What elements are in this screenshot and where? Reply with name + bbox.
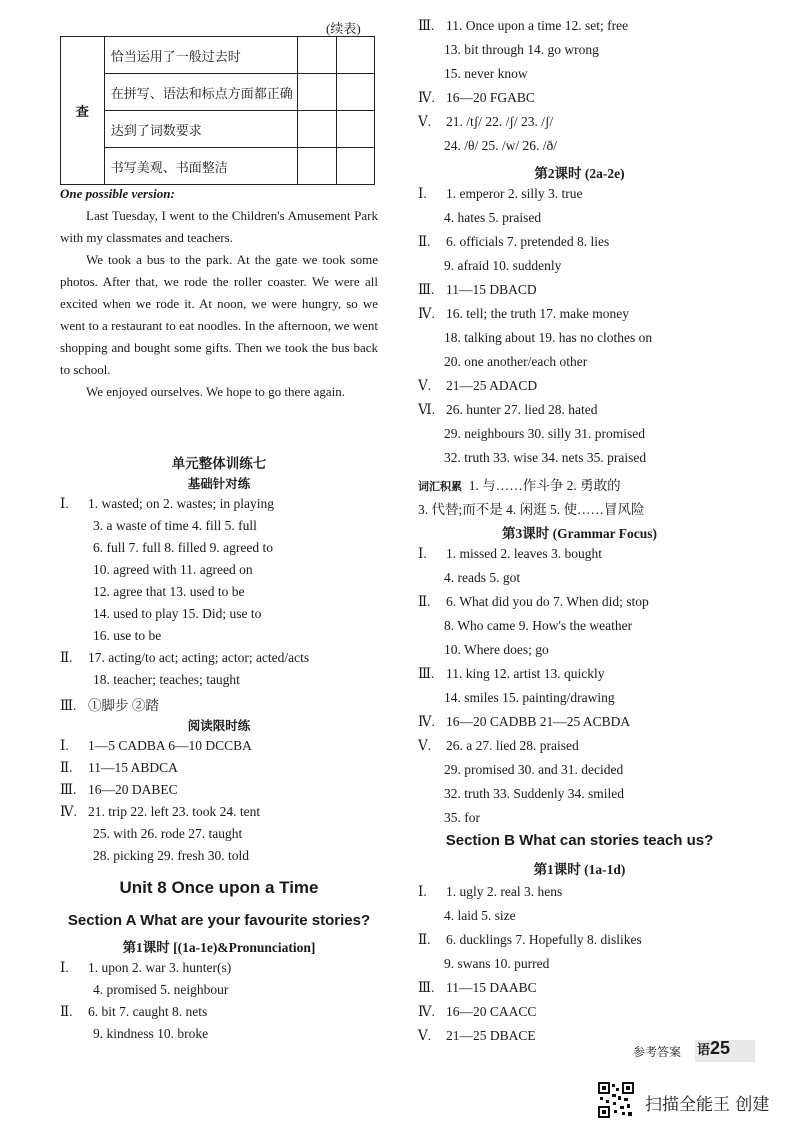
lesson-3-title: 第3课时 (Grammar Focus) <box>502 526 657 541</box>
answer-line: Ⅲ. 11. Once upon a time 12. set; free <box>418 18 629 33</box>
answer-line: 8. Who came 9. How's the weather <box>444 618 633 633</box>
answer-line: Ⅰ. 1. ugly 2. real 3. hens <box>418 884 563 899</box>
answer-line: Ⅰ. 1. wasted; on 2. wastes; in playing <box>60 496 274 511</box>
answer-line: Ⅲ. 11—15 DBACD <box>418 282 537 297</box>
check-box-cell <box>298 37 336 74</box>
section-b-title: Section B What can stories teach us? <box>445 832 714 849</box>
answer-line: Ⅲ. 11—15 DAABC <box>418 980 537 995</box>
answer-line: 18. talking about 19. has no clothes on <box>444 330 653 345</box>
answer-line: Ⅱ. 6. bit 7. caught 8. nets <box>60 1004 208 1019</box>
answer-line: 12. agree that 13. used to be <box>93 584 245 599</box>
version-label: One possible version: <box>60 186 175 201</box>
answer-line: 29. neighbours 30. silly 31. promised <box>444 426 645 441</box>
answer-line: 6. full 7. full 8. filled 9. agreed to <box>93 540 273 555</box>
essay-paragraph: We took a bus to the park. At the gate we took some photos. After that, we rode the roller coaster. We were all excited when we rode it. At noon, we were hungry, so we went to a restaurant to eat noodles. In the afternoon, we went shopping and bought some gifts. Then we took the bus back to school. <box>60 252 378 377</box>
unit7-sub-basic: 基础针对练 <box>187 477 251 491</box>
answer-line: 10. agreed with 11. agreed on <box>93 562 253 577</box>
answer-line: Ⅲ. ①脚步 ②踏 <box>60 698 159 713</box>
answer-line: 32. truth 33. wise 34. nets 35. praised <box>444 450 647 465</box>
essay <box>60 205 378 403</box>
answer-line: Ⅱ. 6. ducklings 7. Hopefully 8. dislikes <box>418 932 642 947</box>
lesson-2-title: 第2课时 (2a-2e) <box>534 166 625 181</box>
answer-line: Ⅳ. 16—20 FGABC <box>418 90 535 105</box>
criterion-cell: 在拼写、语法和标点方面都正确 <box>104 74 298 111</box>
answer-line: Ⅰ. 1. emperor 2. silly 3. true <box>418 186 583 201</box>
check-box-cell <box>336 148 374 185</box>
qr-code-icon <box>598 1082 634 1118</box>
answer-line: 20. one another/each other <box>444 354 588 369</box>
criterion-cell: 达到了词数要求 <box>104 111 298 148</box>
answer-line: 29. promised 30. and 31. decided <box>444 762 624 777</box>
answer-line: Ⅱ. 6. What did you do 7. When did; stop <box>418 594 649 609</box>
answer-line: 14. smiles 15. painting/drawing <box>444 690 615 705</box>
answer-line: Ⅱ. 17. acting/to act; acting; actor; acted/acts <box>60 650 310 665</box>
unit8-title: Unit 8 Once upon a Time <box>119 878 319 897</box>
check-box-cell <box>336 111 374 148</box>
essay-paragraph: We enjoyed ourselves. We hope to go there again. <box>86 384 346 399</box>
answer-line: 24. /θ/ 25. /w/ 26. /ð/ <box>444 138 557 153</box>
answer-line: Ⅰ. 1. upon 2. war 3. hunter(s) <box>60 960 232 975</box>
answer-line: Ⅲ. 11. king 12. artist 13. quickly <box>418 666 605 681</box>
answer-line: Ⅴ. 21—25 ADACD <box>418 378 538 393</box>
answer-line: 28. picking 29. fresh 30. told <box>93 848 249 863</box>
answer-line: 4. hates 5. praised <box>444 210 542 225</box>
page-number: 语25 <box>697 1038 731 1058</box>
lesson-b1-title: 第1课时 (1a-1d) <box>533 862 626 877</box>
continued-label: (续表) <box>326 21 361 36</box>
essay-paragraph: Last Tuesday, I went to the Children's Amusement Park with my classmates and teachers. <box>60 208 378 245</box>
criterion-cell: 恰当运用了一般过去时 <box>104 37 298 74</box>
lesson-a1-title: 第1课时 [(1a-1e)&Pronunciation] <box>122 940 316 955</box>
unit7-sub-reading: 阅读限时练 <box>187 719 251 733</box>
vocab-line: 3. 代替;而不是 4. 闲逛 5. 使……冒风险 <box>418 502 645 517</box>
answer-line: 9. afraid 10. suddenly <box>444 258 562 273</box>
answer-line: Ⅰ. 1. missed 2. leaves 3. bought <box>418 546 602 561</box>
answer-line: Ⅱ. 6. officials 7. pretended 8. lies <box>418 234 610 249</box>
answer-line: 9. kindness 10. broke <box>93 1026 209 1041</box>
answer-line: Ⅳ. 16. tell; the truth 17. make money <box>418 306 629 321</box>
check-box-cell <box>298 148 336 185</box>
answer-line: 4. laid 5. size <box>444 908 516 923</box>
vocab-tag: 词汇积累 <box>418 481 462 493</box>
answer-line: 16. use to be <box>93 628 162 643</box>
checklist-table <box>60 36 375 185</box>
answer-line: Ⅴ. 21. /tʃ/ 22. /ʃ/ 23. /ʃ/ <box>418 114 554 129</box>
answer-line: 10. Where does; go <box>444 642 549 657</box>
check-box-cell <box>336 37 374 74</box>
check-box-cell <box>336 74 374 111</box>
criterion-cell: 书写美观、书面整洁 <box>104 148 298 185</box>
answer-line: Ⅵ. 26. hunter 27. lied 28. hated <box>418 402 598 417</box>
answer-line: Ⅴ. 21—25 DBACE <box>418 1028 536 1043</box>
answer-line: Ⅱ. 11—15 ABDCA <box>60 760 178 775</box>
answer-line: 15. never know <box>444 66 528 81</box>
answer-line: 18. teacher; teaches; taught <box>93 672 240 687</box>
answer-line: Ⅴ. 26. a 27. lied 28. praised <box>418 738 579 753</box>
answer-line: 25. with 26. rode 27. taught <box>93 826 243 841</box>
answer-line: 4. reads 5. got <box>444 570 521 585</box>
check-box-cell <box>298 111 336 148</box>
answer-line: 9. swans 10. purred <box>444 956 550 971</box>
answer-line: Ⅳ. 16—20 CADBB 21—25 ACBDA <box>418 714 631 729</box>
answer-line: Ⅳ. 16—20 CAACC <box>418 1004 537 1019</box>
table-head-cell: 查 <box>61 37 105 185</box>
vocab-line: 词汇积累 1. 与……作斗争 2. 勇敢的 <box>418 478 621 493</box>
answer-line: Ⅲ. 16—20 DABEC <box>60 782 178 797</box>
footer-label: 参考答案 <box>633 1045 682 1059</box>
answer-line: 32. truth 33. Suddenly 34. smiled <box>444 786 624 801</box>
answer-line: Ⅳ. 21. trip 22. left 23. took 24. tent <box>60 804 261 819</box>
answer-line: 14. used to play 15. Did; use to <box>93 606 262 621</box>
check-box-cell <box>298 74 336 111</box>
answer-line: 4. promised 5. neighbour <box>93 982 229 997</box>
answer-line: 13. bit through 14. go wrong <box>444 42 599 57</box>
answer-line: Ⅰ. 1—5 CADBA 6—10 DCCBA <box>60 738 252 753</box>
answer-line: 35. for <box>444 810 480 825</box>
answer-line: 3. a waste of time 4. fill 5. full <box>93 518 257 533</box>
section-a-title: Section A What are your favourite stories? <box>67 912 371 929</box>
unit7-title: 单元整体训练七 <box>171 456 267 471</box>
scanner-watermark: 扫描全能王 创建 <box>645 1095 770 1115</box>
